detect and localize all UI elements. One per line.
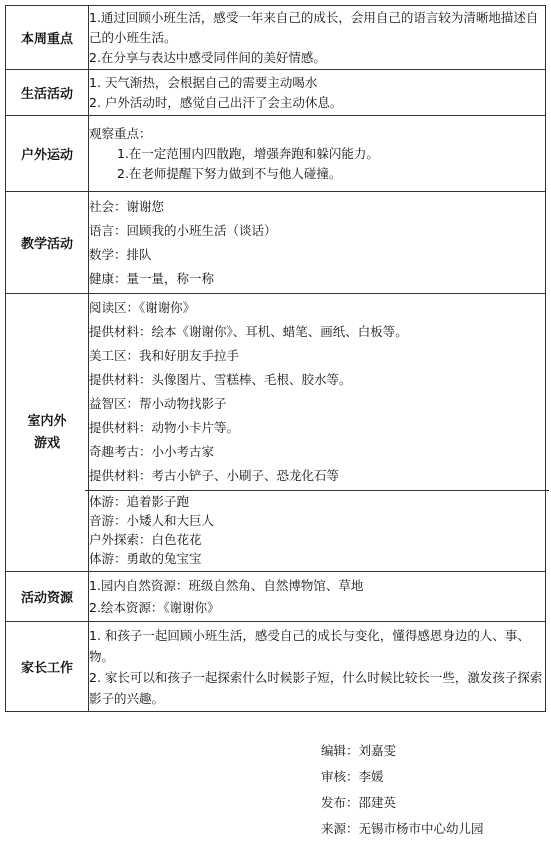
source-credit: 来源：无锡市杨市中心幼儿园 (321, 821, 484, 836)
text-line: 2. 家长可以和孩子一起探索什么时候影子短，什么时候比较长一些，激发孩子探索影子的兴趣。 (89, 669, 543, 706)
text-line: 奇趣考古：小小考古家 (89, 444, 215, 459)
text-line: 2. 户外活动时，感觉自己出汗了会主动休息。 (89, 94, 343, 110)
row-teaching (6, 192, 546, 294)
text-line: 体游：勇敢的兔宝宝 (89, 551, 202, 566)
weekly-plan-table (5, 5, 546, 712)
row-content (89, 294, 546, 572)
row-label: 生活活动 (6, 70, 89, 116)
row-resources (6, 572, 546, 622)
row-label: 户外运动 (6, 116, 89, 192)
credits-footer (321, 738, 484, 842)
text-line: 益智区：帮小动物找影子 (89, 396, 227, 411)
text-line: 提供材料：考古小铲子、小刷子、恐龙化石等 (89, 468, 340, 483)
text-line: 数学：排队 (89, 246, 152, 262)
text-line: 1.在一定范围内四散跑，增强奔跑和躲闪能力。 (117, 145, 379, 161)
text-line: 社会：谢谢您 (89, 198, 165, 214)
row-label: 教学活动 (6, 192, 89, 294)
text-line: 语言：回顾我的小班生活（谈话） (89, 222, 277, 238)
text-line: 提供材料：动物小卡片等。 (89, 420, 240, 435)
text-line: 2.在老师提醒下努力做到不与他人碰撞。 (117, 165, 342, 181)
text-line: 观察重点： (89, 125, 152, 141)
row-play (6, 294, 546, 572)
text-line: 阅读区：《谢谢你》 (89, 300, 196, 315)
row-life (6, 70, 546, 116)
row-outdoor (6, 116, 546, 192)
row-label-text: 室内外游戏 (27, 413, 67, 451)
row-content (89, 70, 546, 116)
text-line: 2.绘本资源：《谢谢你》 (89, 599, 220, 615)
reviewer-credit: 审核：李媛 (321, 769, 384, 784)
row-content (89, 572, 546, 622)
row-focus (6, 6, 546, 70)
text-line: 美工区：我和好朋友手拉手 (89, 348, 240, 363)
text-line: 1.园内自然资源：班级自然角、自然博物馆、草地 (89, 577, 364, 593)
outdoor-play-list (85, 490, 549, 569)
text-line: 1. 天气渐热，会根据自己的需要主动喝水 (89, 74, 318, 90)
text-line: 1. 和孩子一起回顾小班生活，感受自己的成长与变化，懂得感恩身边的人、事、物。 (89, 627, 530, 664)
editor-credit: 编辑：刘嘉雯 (321, 743, 397, 758)
row-label: 家长工作 (6, 622, 89, 712)
row-label: 本周重点 (6, 6, 89, 70)
text-line: 提供材料：头像图片、雪糕棒、毛根、胶水等。 (89, 372, 352, 387)
text-line: 体游：追着影子跑 (89, 494, 190, 509)
indoor-play-list (89, 296, 545, 490)
row-content (89, 6, 546, 70)
text-line: 提供材料：绘本《谢谢你》、耳机、蜡笔、画纸、白板等。 (89, 324, 408, 339)
publisher-credit: 发布：邵建英 (321, 795, 397, 810)
text-line: 2.在分享与表达中感受同伴间的美好情感。 (89, 49, 326, 65)
row-content (89, 116, 546, 192)
text-line: 健康：量一量，称一称 (89, 270, 215, 286)
row-label (6, 294, 89, 572)
row-parents (6, 622, 546, 712)
text-line: 1.通过回顾小班生活，感受一年来自己的成长，会用自己的语言较为清晰地描述自己的小班生活。 (89, 9, 539, 45)
text-line: 户外探索：白色花花 (89, 532, 202, 547)
text-line: 音游：小矮人和大巨人 (89, 513, 215, 528)
row-label: 活动资源 (6, 572, 89, 622)
row-content (89, 192, 546, 294)
row-content (89, 622, 546, 712)
